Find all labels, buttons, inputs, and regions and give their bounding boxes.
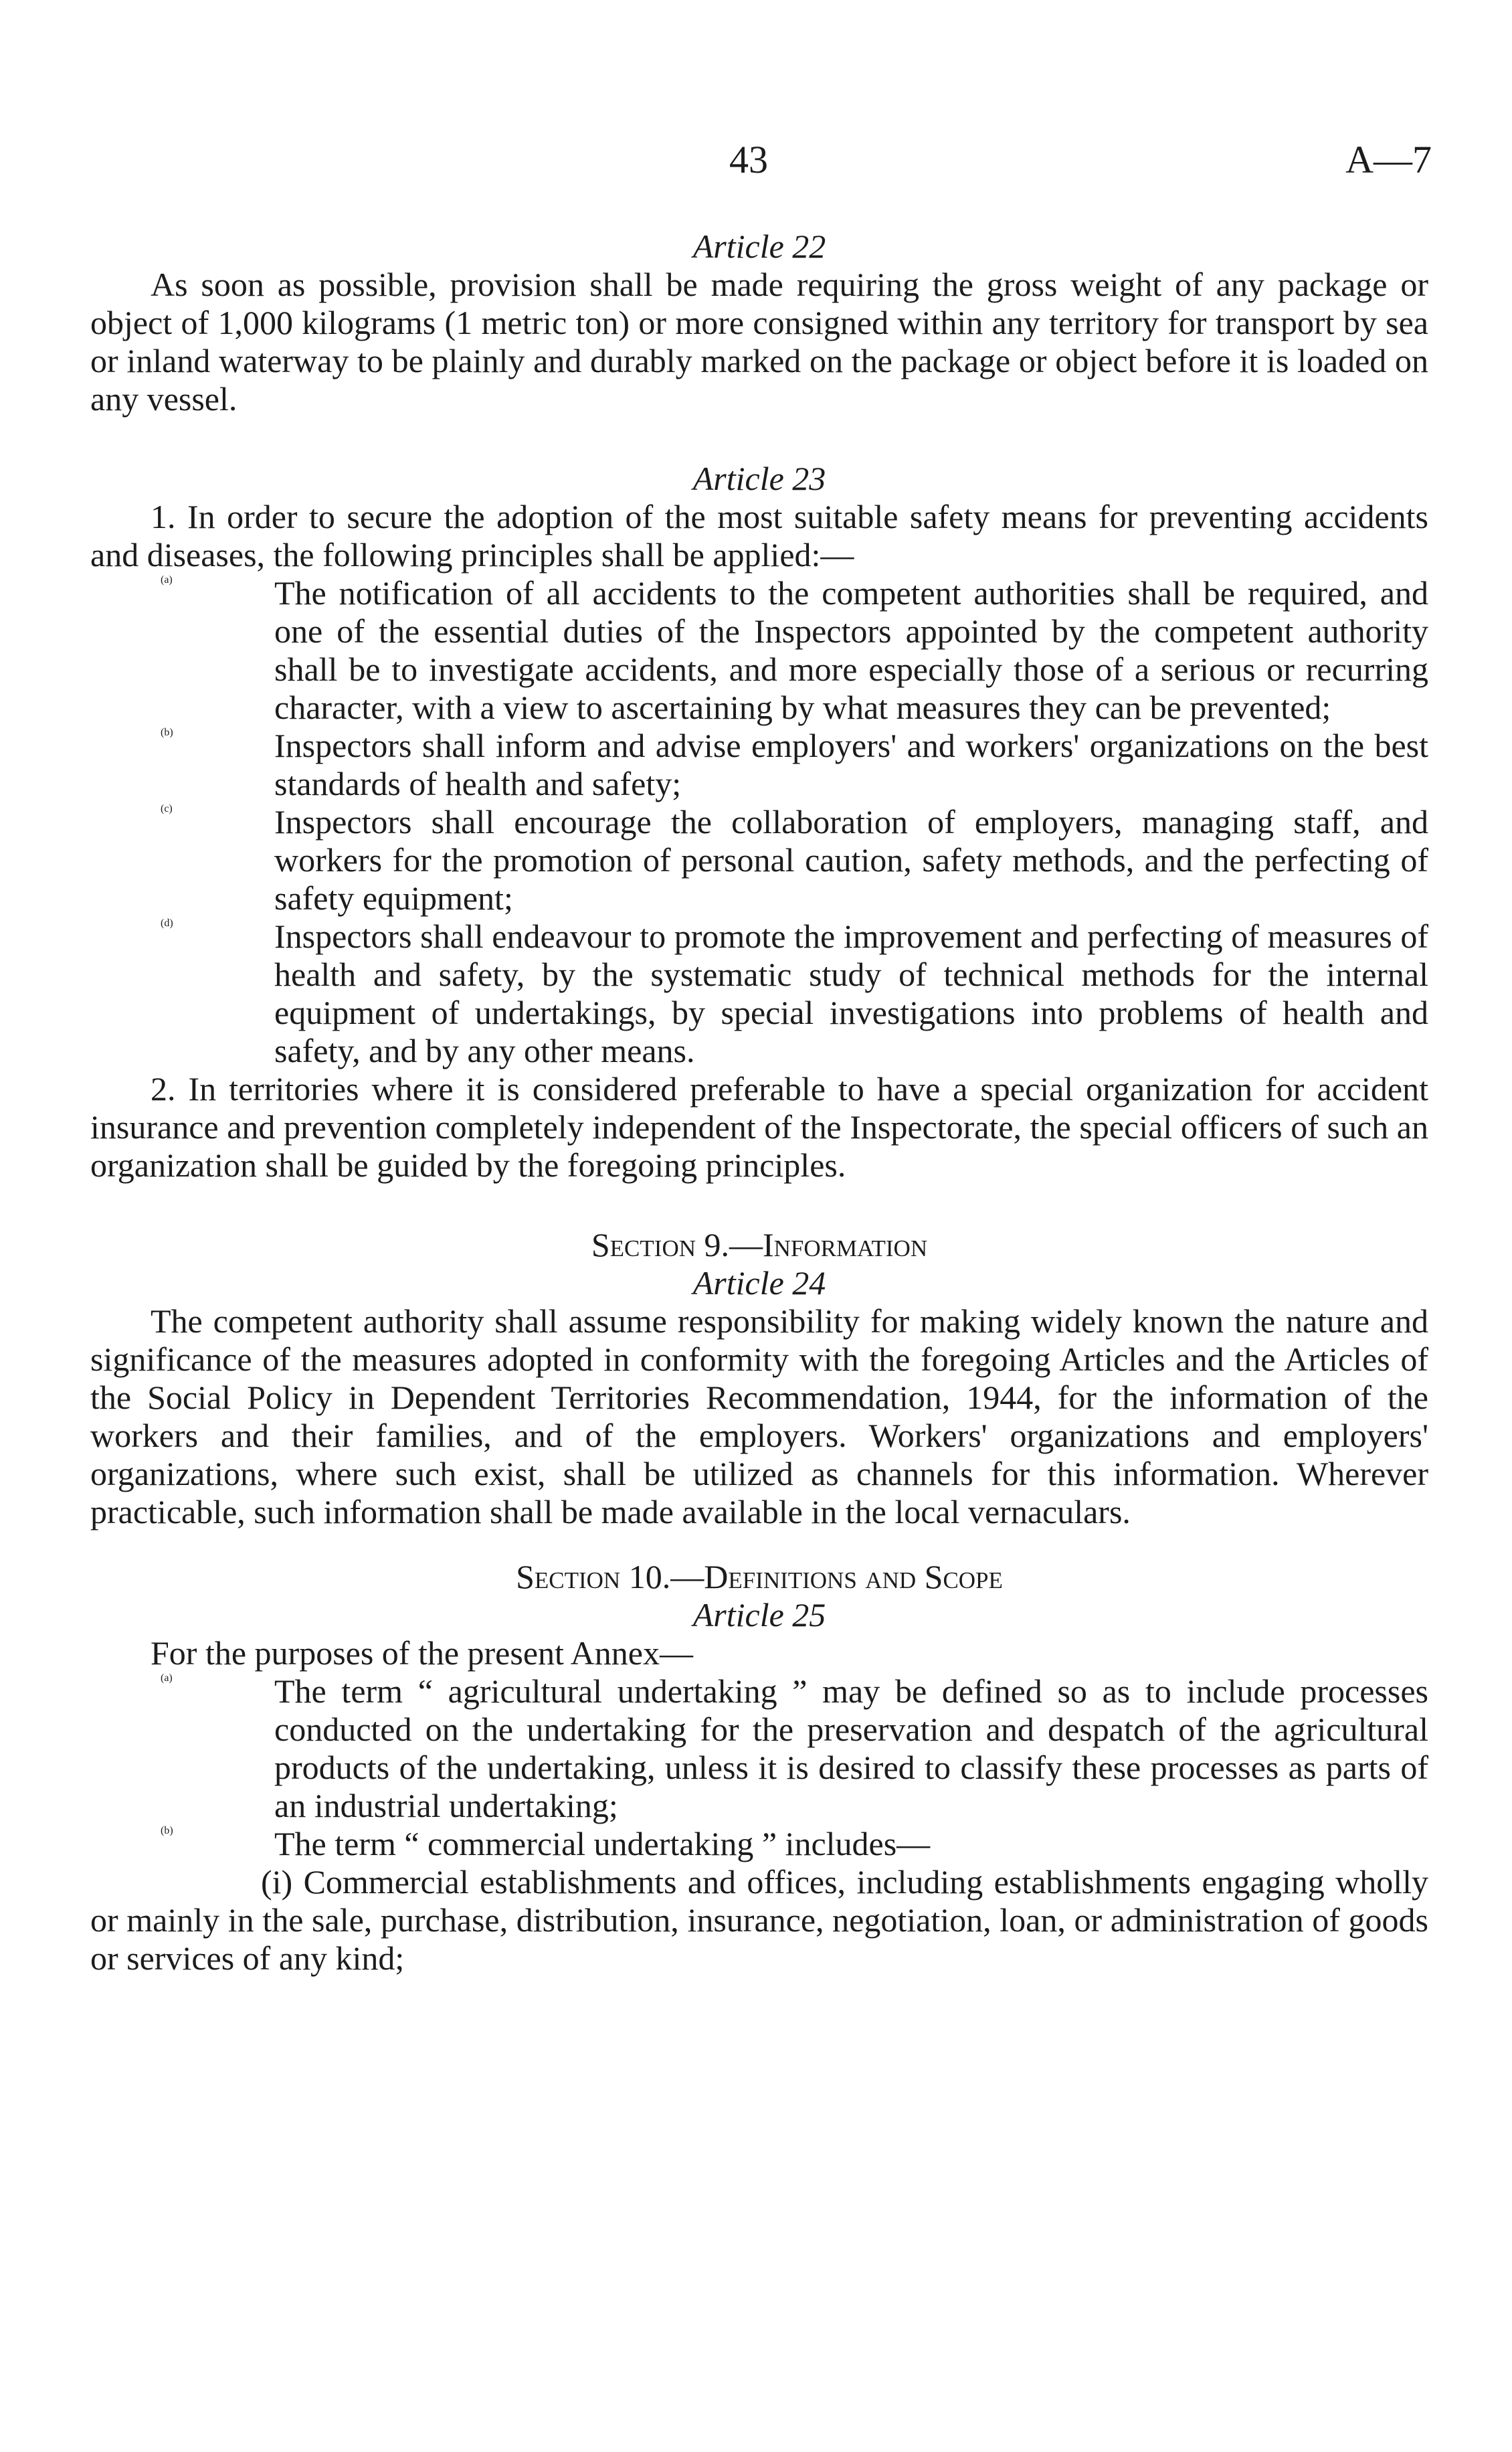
list-item-text: Inspectors shall endeavour to promote the improvement and perfecting of measures of health and safety, by the systematic study of technical methods for the internal equipment of undertakings, by special investigations into problems of health and safety, and by any other means. <box>274 917 1428 1069</box>
list-item <box>90 727 1428 803</box>
list-item-label: (a) <box>161 574 173 586</box>
article-23-heading: Article 23 <box>692 460 826 497</box>
section-9-heading: Section 9.—Information <box>591 1226 928 1263</box>
list-item-text: The term “ commercial undertaking ” includes— <box>274 1825 931 1862</box>
article-22-paragraph: As soon as possible, provision shall be made requiring the gross weight of any package or object of 1,000 kilograms (1 metric ton) or more consigned within any territory for transport by sea or inland waterway to be plainly and durably marked on the package or object before it is loaded on any vessel. <box>90 266 1428 418</box>
section-10-heading: Section 10.—Definitions and Scope <box>516 1558 1003 1595</box>
page-header <box>0 137 1512 184</box>
article-23-paragraph-1: 1. In order to secure the adoption of the most suitable safety means for preventing accidents and diseases, the following principles shall be applied:— <box>90 498 1428 574</box>
list-item <box>90 803 1428 917</box>
list-item-label: (d) <box>161 917 173 929</box>
list-item-text: The term “ agricultural undertaking ” may be defined so as to include processes conducted on the undertaking for the preservation and despatch of the agricultural products of the undertaking, unless it is desired to classify these processes as parts of an industrial undertaking; <box>274 1672 1428 1824</box>
list-item-text: Inspectors shall inform and advise employers' and workers' organizations on the best standards of health and safety; <box>274 727 1428 802</box>
list-item-label: (a) <box>161 1672 173 1684</box>
page-number: 43 <box>729 138 768 181</box>
list-item-label: (c) <box>161 803 173 814</box>
list-item <box>90 917 1428 1070</box>
list-item-label: (b) <box>161 1825 173 1836</box>
list-item <box>90 1825 1428 1863</box>
document-reference: A—7 <box>1345 138 1432 181</box>
list-item <box>90 574 1428 727</box>
article-24-paragraph: The competent authority shall assume responsibility for making widely known the nature and significance of the measures adopted in conformity with the foregoing Articles and the Articles of the Social Policy in Dependent Territories Recommendation, 1944, for the information of the workers and their families, and of the employers. Workers' organizations and employers' organizations, where such exist, shall be utilized as channels for this information. Wherever practicable, such information shall be made available in the local vernaculars. <box>90 1302 1428 1530</box>
list-item-text: The notification of all accidents to the competent authorities shall be required, and one of the essential duties of the Inspectors appointed by the competent authority shall be to investigate accidents, and more especially those of a serious or recurring character, with a view to ascertaining by what measures they can be prevented; <box>274 574 1428 726</box>
article-24-heading: Article 24 <box>692 1264 826 1302</box>
list-item-label: (b) <box>161 727 173 738</box>
list-item <box>90 1672 1428 1825</box>
article-25-heading: Article 25 <box>692 1596 826 1634</box>
sub-item-i: (i) Commercial establishments and offices, including establishments engaging wholly or mainly in the sale, purchase, distribution, insurance, negotiation, loan, or administration of goods or services of any kind; <box>90 1863 1428 1977</box>
list-item-text: Inspectors shall encourage the collaboration of employers, managing staff, and workers for the promotion of personal caution, safety methods, and the perfecting of safety equipment; <box>274 803 1428 917</box>
article-23-paragraph-2: 2. In territories where it is considered preferable to have a special organization for accident insurance and prevention completely independent of the Inspectorate, the special officers of such an organization shall be guided by the foregoing principles. <box>90 1070 1428 1184</box>
article-25-intro: For the purposes of the present Annex— <box>151 1634 693 1672</box>
article-22-heading: Article 22 <box>692 228 826 265</box>
page-body <box>90 228 1428 1978</box>
